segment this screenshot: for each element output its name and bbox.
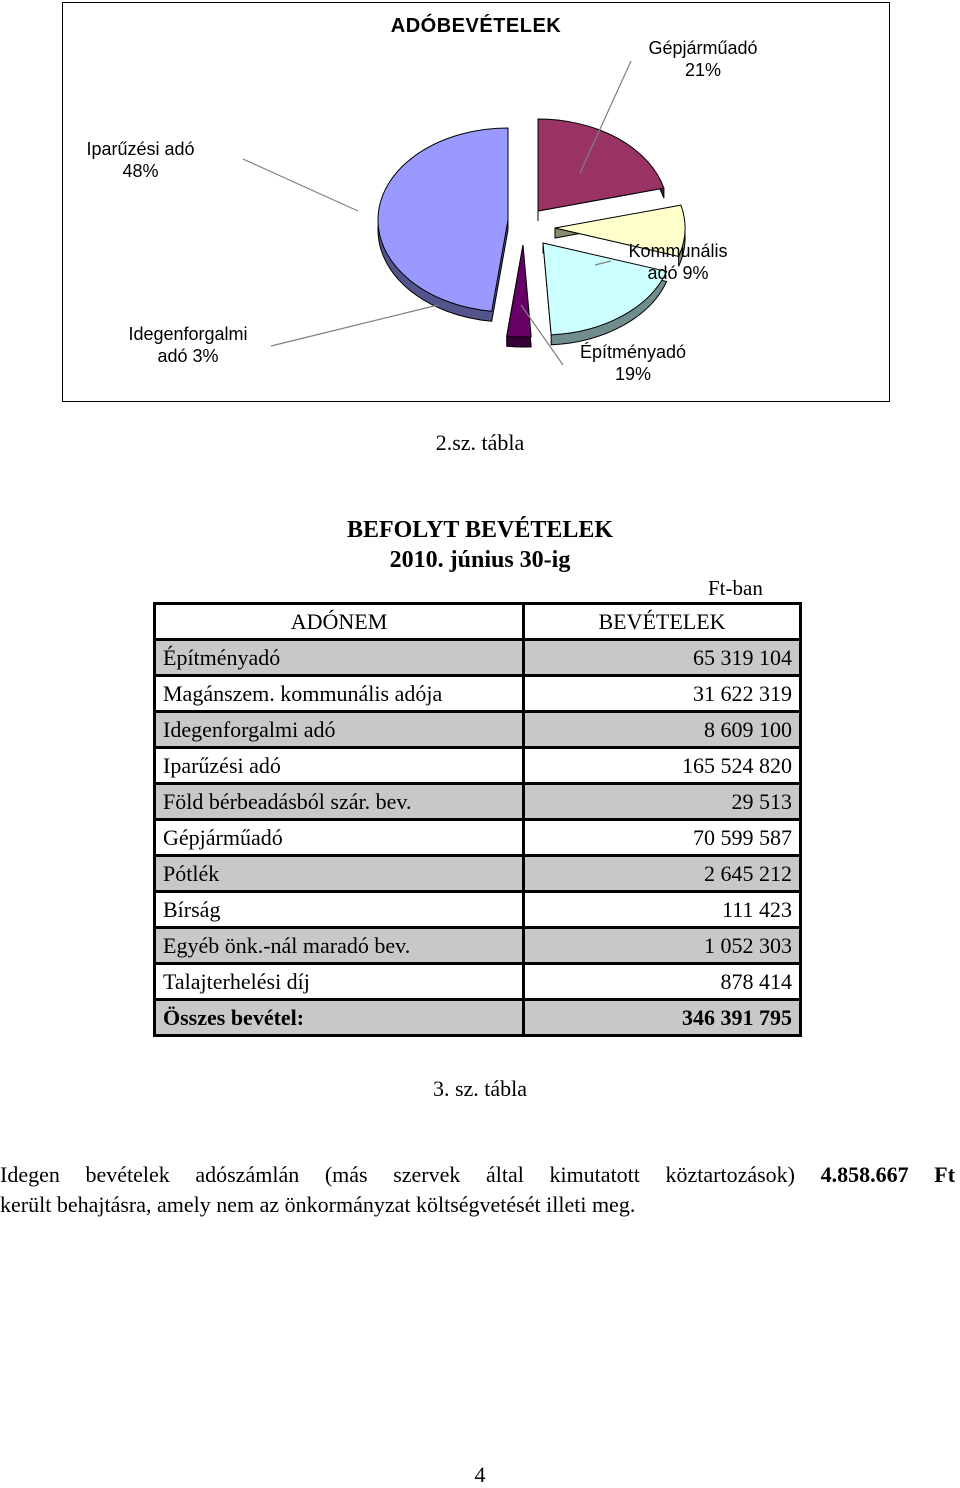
row-tax-value: 65 319 104 bbox=[524, 640, 801, 676]
pie-slice-1 bbox=[538, 119, 664, 221]
row-tax-value: 29 513 bbox=[524, 784, 801, 820]
pie-slice-5 bbox=[378, 128, 508, 321]
row-tax-value: 8 609 100 bbox=[524, 712, 801, 748]
table-row bbox=[155, 784, 801, 820]
revenue-table-body bbox=[155, 640, 801, 1036]
pie-slice-4 bbox=[507, 245, 531, 347]
pie-slice-top bbox=[378, 128, 508, 311]
label-epitmeny: Építményadó 19% bbox=[579, 342, 687, 384]
table-title-line1: BEFOLYT BEVÉTELEK bbox=[346, 517, 614, 543]
row-tax-value: 1 052 303 bbox=[524, 928, 801, 964]
leader-idegen bbox=[271, 305, 438, 346]
label-gepjarmu: Gépjárműadó 21% bbox=[648, 38, 758, 80]
row-tax-value: 165 524 820 bbox=[524, 748, 801, 784]
label-idegen: Idegenforgalmi adó 3% bbox=[128, 324, 248, 366]
row-tax-name: Gépjárműadó bbox=[155, 820, 524, 856]
header-bevetelek: BEVÉTELEK bbox=[524, 604, 801, 640]
pie-slice-top bbox=[507, 245, 531, 337]
table-row bbox=[155, 676, 801, 712]
label-kommunalis: Kommunális adó 9% bbox=[628, 241, 728, 283]
row-tax-name: Bírság bbox=[155, 892, 524, 928]
paragraph-amount: 4.858.667 Ft bbox=[820, 1162, 956, 1187]
leader-ipar bbox=[243, 159, 358, 211]
pie-chart bbox=[62, 2, 890, 402]
row-tax-name: Építményadó bbox=[155, 640, 524, 676]
row-tax-value: 31 622 319 bbox=[524, 676, 801, 712]
paragraph-line2: került behajtásra, amely nem az önkormányzat költségvetését illeti meg. bbox=[0, 1192, 636, 1217]
chart-title: ADÓBEVÉTELEK bbox=[390, 15, 562, 37]
caption-table-2: 2.sz. tábla bbox=[435, 430, 525, 455]
table-row bbox=[155, 748, 801, 784]
total-value: 346 391 795 bbox=[524, 1000, 801, 1036]
caption-table-3: 3. sz. tábla bbox=[432, 1076, 528, 1101]
paragraph-line1: Idegen bevételek adószámlán (más szervek által kimutatott köztartozások) 4.858.667 Ft bbox=[0, 1162, 956, 1187]
pie-slice-top bbox=[538, 119, 664, 211]
table-row bbox=[155, 820, 801, 856]
row-tax-name: Talajterhelési díj bbox=[155, 964, 524, 1000]
row-tax-value: 70 599 587 bbox=[524, 820, 801, 856]
total-label: Összes bevétel: bbox=[155, 1000, 524, 1036]
table-row bbox=[155, 892, 801, 928]
table-row bbox=[155, 856, 801, 892]
row-tax-name: Egyéb önk.-nál maradó bev. bbox=[155, 928, 524, 964]
table-row bbox=[155, 712, 801, 748]
paragraph bbox=[0, 1160, 955, 1220]
row-tax-value: 111 423 bbox=[524, 892, 801, 928]
row-tax-value: 2 645 212 bbox=[524, 856, 801, 892]
table-row bbox=[155, 640, 801, 676]
header-adonem: ADÓNEM bbox=[155, 604, 524, 640]
row-tax-name: Föld bérbeadásból szár. bev. bbox=[155, 784, 524, 820]
row-tax-value: 878 414 bbox=[524, 964, 801, 1000]
row-tax-name: Pótlék bbox=[155, 856, 524, 892]
revenue-table bbox=[153, 602, 802, 1037]
table-row bbox=[155, 964, 801, 1000]
table-row-total bbox=[155, 1000, 801, 1036]
table-row bbox=[155, 928, 801, 964]
page-number: 4 bbox=[474, 1462, 486, 1487]
row-tax-name: Magánszem. kommunális adója bbox=[155, 676, 524, 712]
row-tax-name: Iparűzési adó bbox=[155, 748, 524, 784]
table-title-line2: 2010. június 30-ig bbox=[389, 547, 571, 573]
row-tax-name: Idegenforgalmi adó bbox=[155, 712, 524, 748]
unit-label: Ft-ban bbox=[708, 576, 763, 600]
label-ipar: Iparűzési adó 48% bbox=[86, 139, 195, 181]
